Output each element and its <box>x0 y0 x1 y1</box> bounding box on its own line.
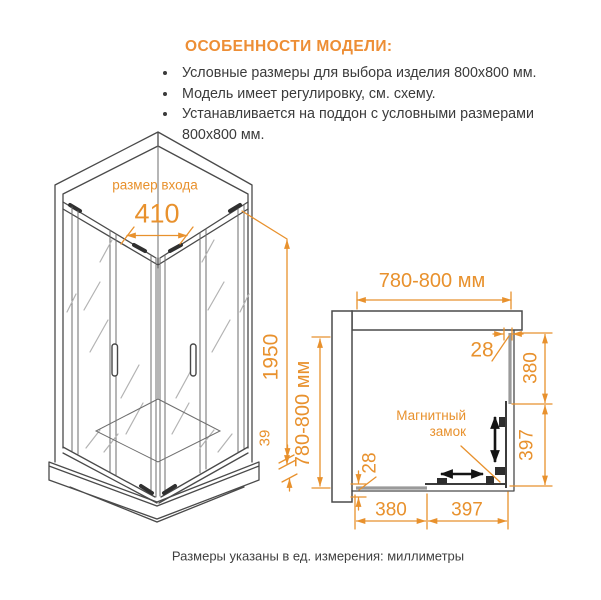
shower-tray <box>49 399 259 522</box>
dim-380-right: 380 <box>520 352 542 384</box>
feature-item: • Устанавливается на поддон с условными размерами 800х800 мм. <box>178 104 573 145</box>
dim-780-800-top: 780-800 мм <box>378 270 486 292</box>
dim-28-top: 28 <box>470 338 494 362</box>
dim-39: 39 <box>256 429 274 447</box>
plan-top-wall <box>352 311 522 330</box>
units-note: Размеры указаны в ед. измерения: миллиметры <box>171 548 465 564</box>
dim-397-bottom: 397 <box>451 499 483 521</box>
dim-397-right: 397 <box>516 429 538 461</box>
right-door-handle <box>191 344 197 376</box>
feature-item: • Модель имеет регулировку, см. схему. <box>178 84 573 105</box>
dim-410: 410 <box>134 198 180 229</box>
dim-1950: 1950 <box>259 333 283 381</box>
dim-380-bottom: 380 <box>375 499 407 521</box>
feature-item: • Условные размеры для выбора изделия 800х800 мм. <box>178 63 573 84</box>
dim-28-bottom: 28 <box>359 452 381 474</box>
magnetic-lock-line1: Магнитный <box>396 408 466 423</box>
entrance-size-label: размер входа <box>112 177 198 193</box>
left-door-handle <box>112 344 118 376</box>
dim-780-800-left: 780-800 мм <box>292 360 314 468</box>
features-title: ОСОБЕННОСТИ МОДЕЛИ: <box>185 38 393 55</box>
door-handles <box>112 344 196 376</box>
plan-left-wall <box>332 311 352 502</box>
magnetic-lock-label <box>396 408 466 440</box>
magnetic-lock-line2: замок <box>429 424 466 439</box>
